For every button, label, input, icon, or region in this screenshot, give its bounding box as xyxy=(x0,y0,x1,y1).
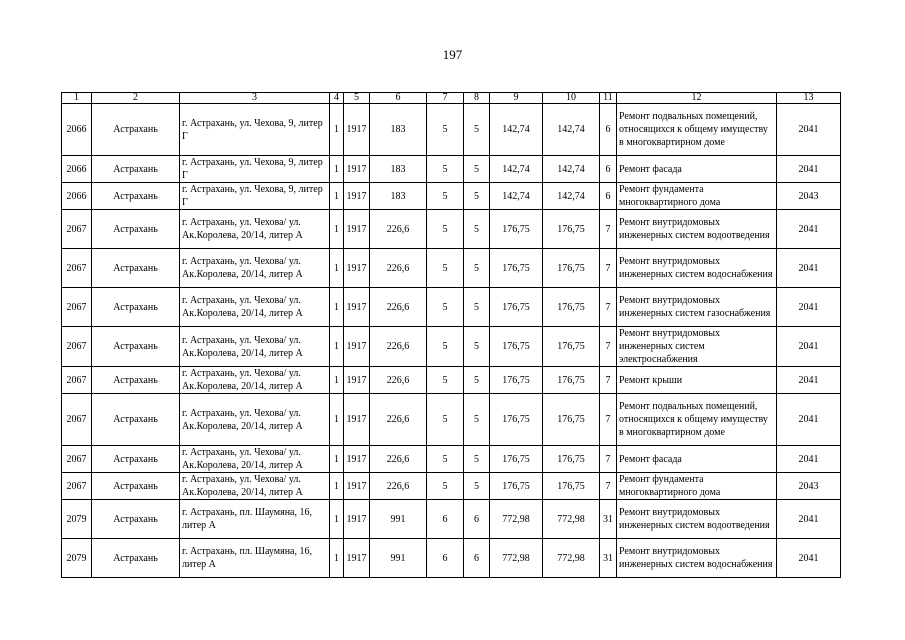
column-header: 12 xyxy=(617,93,777,104)
cell-col10: 176,75 xyxy=(543,473,600,500)
cell-address: г. Астрахань, пл. Шаумяна, 16, литер А xyxy=(180,539,330,578)
cell-col4: 1 xyxy=(330,327,344,367)
column-header: 3 xyxy=(180,93,330,104)
cell-col9: 176,75 xyxy=(490,327,543,367)
cell-work: Ремонт подвальных помещений, относящихся к общему имуществу в многоквартирном доме xyxy=(617,104,777,156)
table-row xyxy=(62,473,841,500)
cell-col6: 226,6 xyxy=(370,288,427,327)
cell-city: Астрахань xyxy=(92,249,180,288)
cell-col8: 5 xyxy=(464,156,490,183)
column-header: 7 xyxy=(427,93,464,104)
cell-work: Ремонт внутридомовых инженерных систем водоотведения xyxy=(617,500,777,539)
cell-address: г. Астрахань, ул. Чехова/ ул. Ак.Королева, 20/14, литер А xyxy=(180,249,330,288)
cell-col8: 5 xyxy=(464,210,490,249)
table-row xyxy=(62,183,841,210)
column-header: 6 xyxy=(370,93,427,104)
cell-year: 1917 xyxy=(344,539,370,578)
cell-col10: 176,75 xyxy=(543,249,600,288)
cell-col8: 5 xyxy=(464,288,490,327)
cell-id: 2067 xyxy=(62,210,92,249)
cell-city: Астрахань xyxy=(92,327,180,367)
cell-id: 2079 xyxy=(62,539,92,578)
cell-id: 2067 xyxy=(62,367,92,394)
cell-id: 2066 xyxy=(62,183,92,210)
table-row xyxy=(62,249,841,288)
cell-address: г. Астрахань, ул. Чехова, 9, литер Г xyxy=(180,156,330,183)
cell-year: 1917 xyxy=(344,210,370,249)
cell-col8: 5 xyxy=(464,183,490,210)
cell-col10: 176,75 xyxy=(543,394,600,446)
cell-address: г. Астрахань, ул. Чехова/ ул. Ак.Королева, 20/14, литер А xyxy=(180,327,330,367)
cell-col10: 176,75 xyxy=(543,210,600,249)
cell-city: Астрахань xyxy=(92,210,180,249)
cell-col11: 7 xyxy=(600,327,617,367)
cell-city: Астрахань xyxy=(92,183,180,210)
cell-col9: 772,98 xyxy=(490,539,543,578)
cell-col7: 5 xyxy=(427,104,464,156)
cell-year: 1917 xyxy=(344,367,370,394)
cell-col4: 1 xyxy=(330,104,344,156)
cell-year-planned: 2041 xyxy=(777,249,841,288)
cell-col11: 7 xyxy=(600,367,617,394)
cell-col7: 5 xyxy=(427,327,464,367)
cell-col6: 226,6 xyxy=(370,473,427,500)
cell-work: Ремонт внутридомовых инженерных систем водоотведения xyxy=(617,210,777,249)
cell-work: Ремонт фундамента многоквартирного дома xyxy=(617,183,777,210)
cell-col6: 226,6 xyxy=(370,446,427,473)
cell-address: г. Астрахань, ул. Чехова/ ул. Ак.Королева, 20/14, литер А xyxy=(180,446,330,473)
cell-col4: 1 xyxy=(330,394,344,446)
table-row xyxy=(62,367,841,394)
cell-col6: 183 xyxy=(370,104,427,156)
cell-col11: 6 xyxy=(600,156,617,183)
column-header: 11 xyxy=(600,93,617,104)
cell-work: Ремонт фасада xyxy=(617,156,777,183)
cell-col7: 5 xyxy=(427,288,464,327)
cell-col8: 5 xyxy=(464,394,490,446)
cell-col8: 5 xyxy=(464,249,490,288)
cell-col4: 1 xyxy=(330,367,344,394)
cell-id: 2067 xyxy=(62,473,92,500)
cell-col10: 176,75 xyxy=(543,288,600,327)
column-header: 2 xyxy=(92,93,180,104)
cell-year-planned: 2041 xyxy=(777,367,841,394)
cell-col7: 5 xyxy=(427,183,464,210)
cell-year-planned: 2041 xyxy=(777,539,841,578)
cell-col10: 772,98 xyxy=(543,500,600,539)
table-row xyxy=(62,288,841,327)
cell-year-planned: 2043 xyxy=(777,183,841,210)
cell-id: 2067 xyxy=(62,288,92,327)
cell-col4: 1 xyxy=(330,539,344,578)
cell-year: 1917 xyxy=(344,288,370,327)
cell-col11: 7 xyxy=(600,394,617,446)
cell-col8: 6 xyxy=(464,500,490,539)
cell-year-planned: 2041 xyxy=(777,327,841,367)
table-row xyxy=(62,539,841,578)
cell-col10: 176,75 xyxy=(543,367,600,394)
cell-col11: 7 xyxy=(600,288,617,327)
cell-col4: 1 xyxy=(330,288,344,327)
cell-col9: 176,75 xyxy=(490,394,543,446)
cell-col7: 5 xyxy=(427,367,464,394)
cell-col4: 1 xyxy=(330,446,344,473)
cell-col6: 183 xyxy=(370,156,427,183)
cell-year-planned: 2041 xyxy=(777,500,841,539)
cell-address: г. Астрахань, ул. Чехова/ ул. Ак.Королева, 20/14, литер А xyxy=(180,367,330,394)
cell-city: Астрахань xyxy=(92,104,180,156)
cell-address: г. Астрахань, ул. Чехова/ ул. Ак.Королева, 20/14, литер А xyxy=(180,210,330,249)
cell-col6: 226,6 xyxy=(370,210,427,249)
cell-city: Астрахань xyxy=(92,446,180,473)
cell-address: г. Астрахань, ул. Чехова, 9, литер Г xyxy=(180,104,330,156)
cell-id: 2066 xyxy=(62,104,92,156)
cell-work: Ремонт внутридомовых инженерных систем электроснабжения xyxy=(617,327,777,367)
cell-city: Астрахань xyxy=(92,288,180,327)
cell-col7: 5 xyxy=(427,394,464,446)
cell-col6: 183 xyxy=(370,183,427,210)
cell-col11: 7 xyxy=(600,473,617,500)
cell-col10: 142,74 xyxy=(543,104,600,156)
cell-col10: 772,98 xyxy=(543,539,600,578)
cell-work: Ремонт фасада xyxy=(617,446,777,473)
cell-col6: 991 xyxy=(370,500,427,539)
table-row xyxy=(62,156,841,183)
cell-year-planned: 2041 xyxy=(777,104,841,156)
cell-col6: 226,6 xyxy=(370,394,427,446)
cell-city: Астрахань xyxy=(92,500,180,539)
cell-col4: 1 xyxy=(330,183,344,210)
cell-work: Ремонт подвальных помещений, относящихся к общему имуществу в многоквартирном доме xyxy=(617,394,777,446)
cell-year-planned: 2041 xyxy=(777,288,841,327)
cell-city: Астрахань xyxy=(92,394,180,446)
cell-id: 2079 xyxy=(62,500,92,539)
cell-col9: 176,75 xyxy=(490,446,543,473)
cell-col4: 1 xyxy=(330,249,344,288)
cell-city: Астрахань xyxy=(92,367,180,394)
cell-col6: 226,6 xyxy=(370,249,427,288)
cell-col9: 142,74 xyxy=(490,156,543,183)
cell-col8: 5 xyxy=(464,367,490,394)
cell-col10: 142,74 xyxy=(543,183,600,210)
cell-col11: 31 xyxy=(600,500,617,539)
cell-year-planned: 2041 xyxy=(777,446,841,473)
cell-col6: 226,6 xyxy=(370,327,427,367)
cell-city: Астрахань xyxy=(92,156,180,183)
cell-col7: 6 xyxy=(427,500,464,539)
cell-year-planned: 2041 xyxy=(777,210,841,249)
cell-id: 2067 xyxy=(62,327,92,367)
cell-city: Астрахань xyxy=(92,473,180,500)
cell-year: 1917 xyxy=(344,104,370,156)
column-header: 9 xyxy=(490,93,543,104)
cell-col7: 5 xyxy=(427,156,464,183)
cell-year-planned: 2041 xyxy=(777,394,841,446)
cell-year-planned: 2041 xyxy=(777,156,841,183)
cell-col9: 142,74 xyxy=(490,104,543,156)
column-header: 8 xyxy=(464,93,490,104)
cell-id: 2066 xyxy=(62,156,92,183)
table-row xyxy=(62,104,841,156)
page-number: 197 xyxy=(442,47,463,62)
cell-id: 2067 xyxy=(62,446,92,473)
cell-address: г. Астрахань, ул. Чехова/ ул. Ак.Королева, 20/14, литер А xyxy=(180,288,330,327)
cell-year-planned: 2043 xyxy=(777,473,841,500)
column-number-row xyxy=(62,93,841,104)
cell-col4: 1 xyxy=(330,473,344,500)
cell-address: г. Астрахань, ул. Чехова, 9, литер Г xyxy=(180,183,330,210)
table-row xyxy=(62,500,841,539)
cell-col8: 5 xyxy=(464,104,490,156)
cell-col7: 5 xyxy=(427,210,464,249)
cell-work: Ремонт крыши xyxy=(617,367,777,394)
cell-col7: 5 xyxy=(427,446,464,473)
cell-col9: 176,75 xyxy=(490,288,543,327)
cell-address: г. Астрахань, пл. Шаумяна, 16, литер А xyxy=(180,500,330,539)
cell-col4: 1 xyxy=(330,210,344,249)
table-row xyxy=(62,394,841,446)
table-row xyxy=(62,327,841,367)
cell-col9: 176,75 xyxy=(490,473,543,500)
cell-work: Ремонт внутридомовых инженерных систем газоснабжения xyxy=(617,288,777,327)
cell-col9: 176,75 xyxy=(490,249,543,288)
cell-year: 1917 xyxy=(344,446,370,473)
cell-year: 1917 xyxy=(344,249,370,288)
table-row xyxy=(62,446,841,473)
cell-id: 2067 xyxy=(62,394,92,446)
cell-col11: 31 xyxy=(600,539,617,578)
cell-col8: 6 xyxy=(464,539,490,578)
cell-work: Ремонт внутридомовых инженерных систем водоснабжения xyxy=(617,539,777,578)
cell-col9: 142,74 xyxy=(490,183,543,210)
cell-col7: 5 xyxy=(427,249,464,288)
cell-col10: 176,75 xyxy=(543,327,600,367)
cell-col11: 6 xyxy=(600,104,617,156)
cell-work: Ремонт внутридомовых инженерных систем водоснабжения xyxy=(617,249,777,288)
cell-year: 1917 xyxy=(344,183,370,210)
cell-col7: 5 xyxy=(427,473,464,500)
cell-year: 1917 xyxy=(344,500,370,539)
cell-col11: 7 xyxy=(600,210,617,249)
cell-col8: 5 xyxy=(464,327,490,367)
column-header: 4 xyxy=(330,93,344,104)
cell-col11: 6 xyxy=(600,183,617,210)
cell-year: 1917 xyxy=(344,156,370,183)
cell-col8: 5 xyxy=(464,473,490,500)
cell-year: 1917 xyxy=(344,473,370,500)
column-header: 1 xyxy=(62,93,92,104)
repair-schedule-table xyxy=(61,92,841,578)
column-header: 13 xyxy=(777,93,841,104)
cell-col9: 772,98 xyxy=(490,500,543,539)
cell-col6: 991 xyxy=(370,539,427,578)
cell-address: г. Астрахань, ул. Чехова/ ул. Ак.Королева, 20/14, литер А xyxy=(180,394,330,446)
cell-col6: 226,6 xyxy=(370,367,427,394)
column-header: 5 xyxy=(344,93,370,104)
cell-col7: 6 xyxy=(427,539,464,578)
cell-city: Астрахань xyxy=(92,539,180,578)
cell-col9: 176,75 xyxy=(490,367,543,394)
cell-col10: 176,75 xyxy=(543,446,600,473)
cell-col10: 142,74 xyxy=(543,156,600,183)
cell-year: 1917 xyxy=(344,327,370,367)
cell-work: Ремонт фундамента многоквартирного дома xyxy=(617,473,777,500)
cell-col11: 7 xyxy=(600,446,617,473)
cell-id: 2067 xyxy=(62,249,92,288)
cell-col4: 1 xyxy=(330,500,344,539)
cell-col4: 1 xyxy=(330,156,344,183)
column-header: 10 xyxy=(543,93,600,104)
cell-year: 1917 xyxy=(344,394,370,446)
cell-col9: 176,75 xyxy=(490,210,543,249)
cell-col8: 5 xyxy=(464,446,490,473)
cell-col11: 7 xyxy=(600,249,617,288)
cell-address: г. Астрахань, ул. Чехова/ ул. Ак.Королева, 20/14, литер А xyxy=(180,473,330,500)
table-row xyxy=(62,210,841,249)
